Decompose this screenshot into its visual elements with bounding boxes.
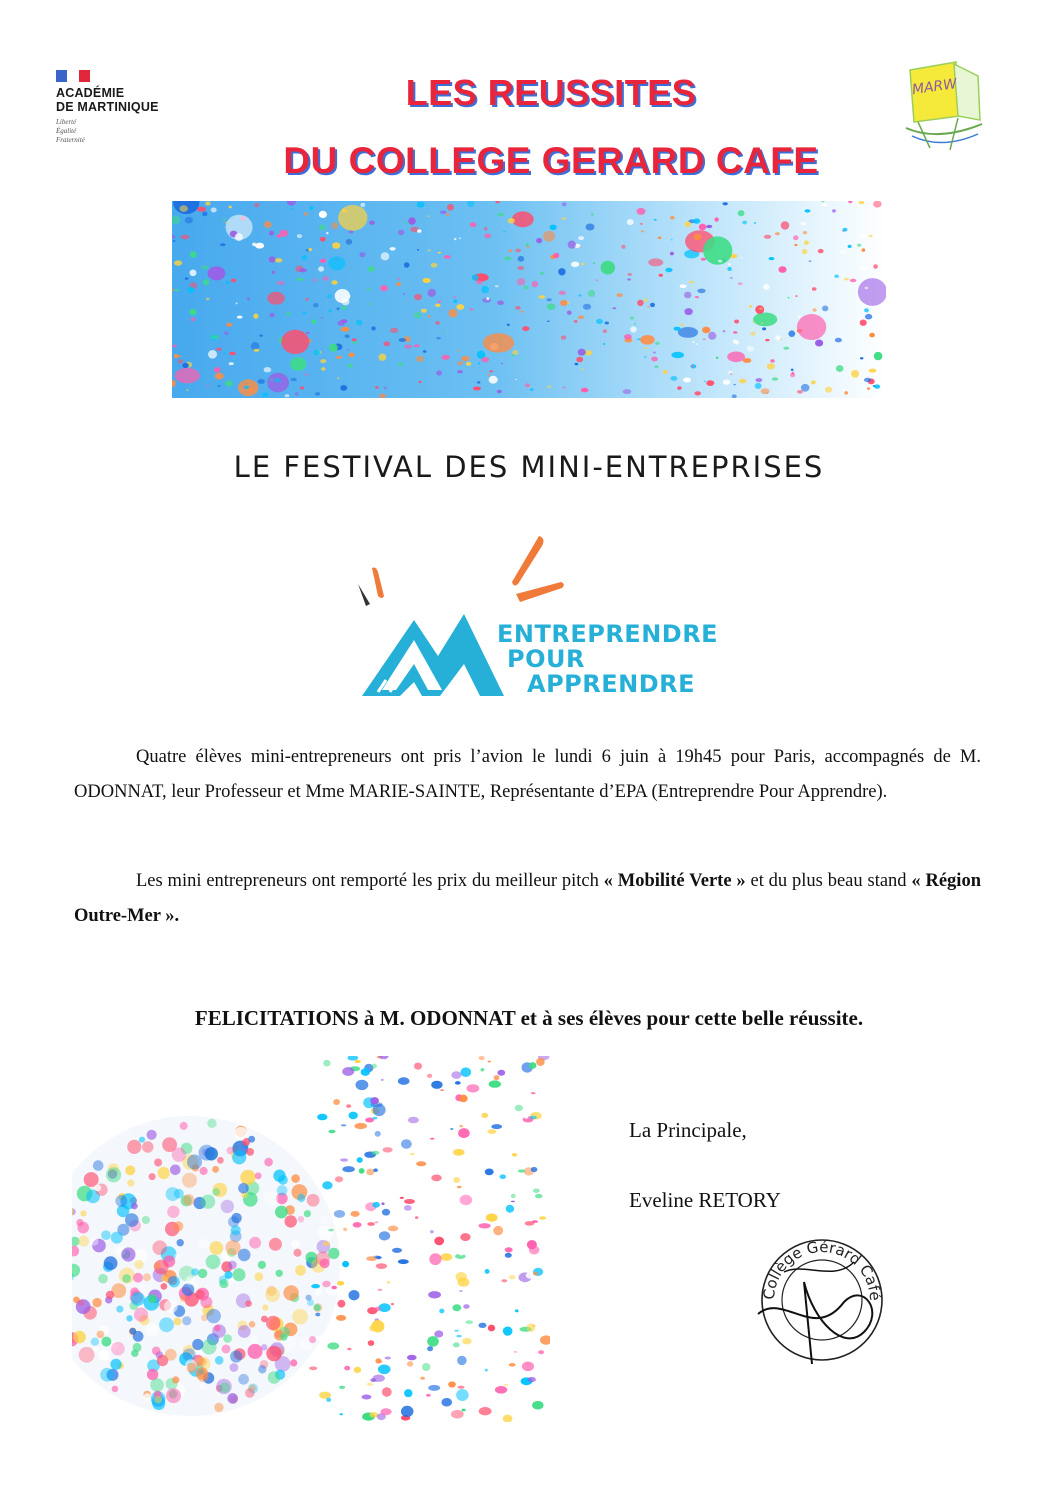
academie-name: ACADÉMIE DE MARTINIQUE — [56, 86, 159, 114]
festival-heading: LE FESTIVAL DES MINI-ENTREPRISES — [233, 450, 825, 484]
school-logo — [898, 58, 988, 158]
school-stamp — [744, 1222, 894, 1372]
signature-role: La Principale, — [629, 1118, 747, 1142]
epa-logo-line3: APPRENDRE — [527, 670, 696, 698]
prize-mobilite-verte: « Mobilité Verte » — [603, 871, 746, 891]
epa-logo-line2: POUR — [507, 645, 585, 673]
epa-logo-line1: ENTREPRENDRE — [497, 620, 719, 648]
republic-motto: Liberté Égalité Fraternité — [56, 118, 85, 144]
confetti-banner-art — [172, 201, 886, 398]
school-logo-text: MARW — [911, 76, 959, 99]
paragraph-prizes-text1: Les mini entrepreneurs ont remporté les prix du meilleur pitch — [136, 871, 604, 891]
confetti-banner — [172, 201, 886, 398]
stamp-text: Collège Gérard Café — [759, 1237, 885, 1302]
page-title-line2: DU COLLEGE GERARD CAFE — [283, 140, 819, 181]
paragraph-prizes — [74, 864, 981, 934]
page-title-line1: LES REUSSITES — [405, 72, 697, 113]
prize-region-outre-mer: « Région Outre-Mer ». — [74, 871, 981, 926]
confetti-balloon-image — [72, 1056, 550, 1422]
paragraph-prizes-text2: et du plus beau stand — [745, 871, 912, 891]
congratulations: FELICITATIONS à M. ODONNAT et à ses élèves pour cette belle réussite. — [194, 1006, 864, 1030]
paragraph-trip: Quatre élèves mini-entrepreneurs ont pris l’avion le lundi 6 juin à 19h45 pour Paris, accompagnés de M. ODONNAT, leur Professeur et Mme MARIE-SAINTE, Représentante d’EPA (Entreprendre Pour Apprendre). — [74, 747, 981, 802]
epa-logo-text — [497, 622, 718, 697]
signature-name: Eveline RETORY — [629, 1188, 781, 1212]
